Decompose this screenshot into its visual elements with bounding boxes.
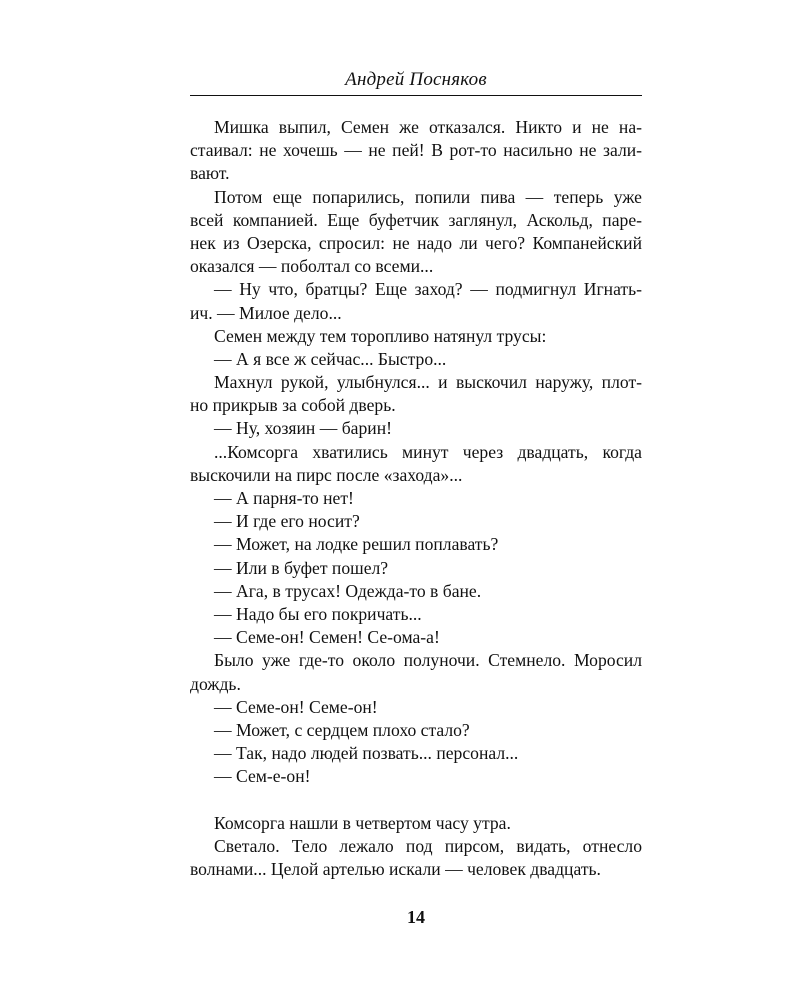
text-line: — Так, надо людей позвать... персонал... — [214, 743, 519, 764]
text-line: оказался — поболтал со всеми... — [190, 256, 434, 277]
text-line: нек из Озерска, спросил: не надо ли чего? Компанейский — [190, 232, 642, 253]
body-text — [190, 116, 642, 881]
page-number: 14 — [407, 907, 425, 927]
text-line: — Ну что, братцы? Еще заход? — подмигнул Игнать- — [214, 279, 642, 300]
running-head: Андрей Посняков — [345, 69, 487, 90]
text-line: Было уже где-то около полуночи. Стемнело. Моросил — [214, 650, 642, 671]
text-line: Светало. Тело лежало под пирсом, видать, отнесло — [214, 835, 642, 856]
text-line: — Ну, хозяин — барин! — [214, 418, 392, 439]
text-line: — Может, на лодке решил поплавать? — [214, 534, 499, 555]
text-line: но прикрыв за собой дверь. — [190, 395, 396, 416]
text-line: Махнул рукой, улыбнулся... и выскочил наружу, плот- — [214, 372, 642, 393]
text-line: — Семе-он! Семе-он! — [214, 696, 378, 717]
text-line: ич. — Милое дело... — [190, 302, 342, 323]
text-line: вают. — [190, 163, 230, 184]
text-line: стаивал: не хочешь — не пей! В рот-то насильно не зали- — [190, 140, 642, 161]
text-line: — Надо бы его покричать... — [214, 603, 422, 624]
text-line: — Может, с сердцем плохо стало? — [214, 719, 470, 740]
text-line: Мишка выпил, Семен же отказался. Никто и не на- — [214, 117, 642, 137]
text-line: выскочили на пирс после «захода»... — [190, 464, 463, 485]
text-line: — А парня-то нет! — [214, 488, 354, 508]
text-line: Семен между тем торопливо натянул трусы: — [214, 325, 547, 346]
text-line: дождь. — [190, 673, 241, 694]
text-line: всей компанией. Еще буфетчик заглянул, Аскольд, паре- — [190, 209, 642, 230]
text-line: — А я все ж сейчас... Быстро... — [214, 348, 447, 369]
text-line: волнами... Целой артелью искали — человек двадцать. — [190, 859, 601, 879]
text-line: — Или в буфет пошел? — [214, 557, 389, 578]
text-line: — И где его носит? — [214, 511, 360, 532]
text-line: — Ага, в трусах! Одежда-то в бане. — [214, 580, 482, 601]
text-line: Потом еще попарились, попили пива — теперь уже — [214, 186, 642, 207]
text-line: — Сем-е-он! — [214, 766, 311, 787]
text-line: Комсорга нашли в четвертом часу утра. — [214, 812, 511, 833]
text-line: — Семе-он! Семен! Се-ома-а! — [214, 627, 440, 648]
text-line — [190, 788, 642, 811]
text-line: ...Комсорга хватились минут через двадцать, когда — [214, 441, 642, 462]
header-rule — [190, 95, 642, 96]
